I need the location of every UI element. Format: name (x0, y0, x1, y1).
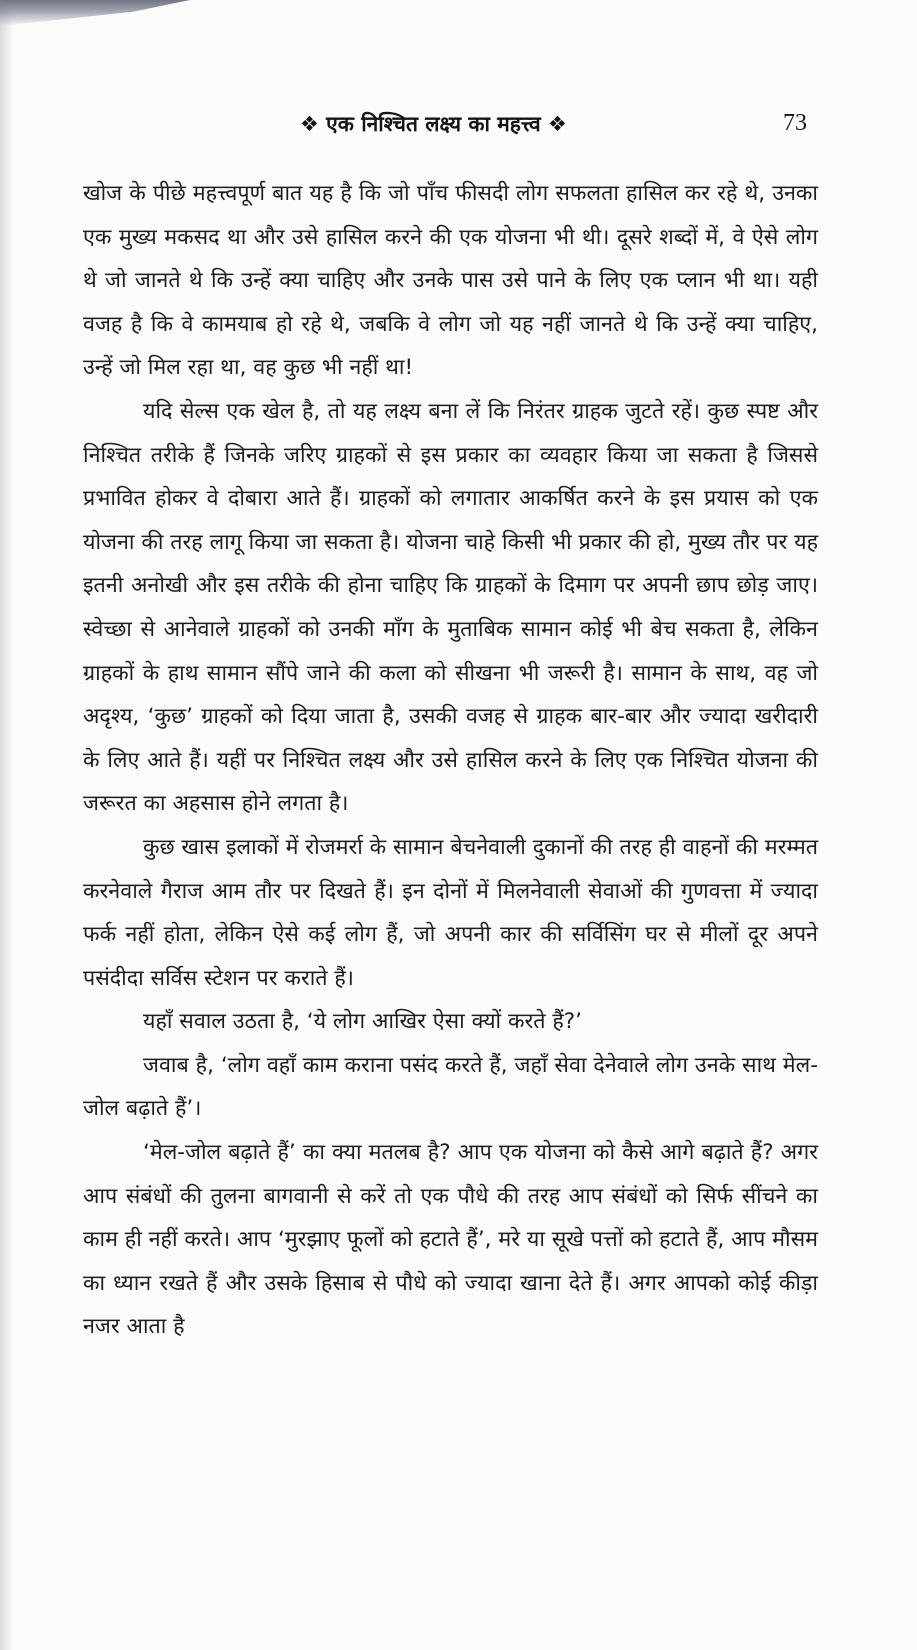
page-edge-shadow (0, 0, 190, 26)
page-number: 73 (783, 110, 807, 136)
running-header (0, 110, 917, 144)
paragraph-4: यहाँ सवाल उठता है, ‘ये लोग आखिर ऐसा क्यों करते हैं?’ (143, 1009, 583, 1035)
paragraph-5: जवाब है, ‘लोग वहाँ काम कराना पसंद करते हैं, जहाँ सेवा देनेवाले लोग उनके साथ मेल-जोल बढ़ाते हैं’। (83, 1052, 818, 1122)
paragraph-2: यदि सेल्स एक खेल है, तो यह लक्ष्य बना लें कि निरंतर ग्राहक जुटते रहें। कुछ स्पष्ट और निश्चित तरीके हैं जिनके जरिए ग्राहकों से इस प्रकार का व्यवहार किया जा सकता है जिससे प्रभावित होकर वे दोबारा आते हैं। ग्राहकों को लगातार आकर्षित करने के इस प्रयास को एक योजना की तरह लागू किया जा सकता है। योजना चाहे किसी भी प्रकार की हो, मुख्य तौर पर यह इतनी अनोखी और इस तरीके की होना चाहिए कि ग्राहकों के दिमाग पर अपनी छाप छोड़ जाए। स्वेच्छा से आनेवाले ग्राहकों को उनकी माँग के मुताबिक सामान कोई भी बेच सकता है, लेकिन ग्राहकों के हाथ सामान सौंपे जाने की कला को सीखना भी जरूरी है। सामान के साथ, वह जो अदृश्य, ‘कुछ’ ग्राहकों को दिया जाता है, उसकी वजह से ग्राहक बार-बार और ज्यादा खरीदारी के लिए आते हैं। यहीं पर निश्चित लक्ष्य और उसे हासिल करने के लिए एक निश्चित योजना की जरूरत का अहसास होने लगता है। (83, 398, 818, 817)
paragraph-6: ‘मेल-जोल बढ़ाते हैं’ का क्या मतलब है? आप एक योजना को कैसे आगे बढ़ाते हैं? अगर आप संबंधों की तुलना बागवानी से करें तो एक पौधे की तरह आप संबंधों को सिर्फ सींचने का काम ही नहीं करते। आप ‘मुरझाए फूलों को हटाते हैं’, मरे या सूखे पत्तों को हटाते हैं, आप मौसम का ध्यान रखते हैं और उसके हिसाब से पौधे को ज्यादा खाना देते हैं। अगर आपको कोई कीड़ा नजर आता है (83, 1140, 818, 1340)
chapter-running-title: ❖ एक निश्चित लक्ष्य का महत्त्व ❖ (300, 112, 567, 136)
paragraph-1: खोज के पीछे महत्त्वपूर्ण बात यह है कि जो पाँच फीसदी लोग सफलता हासिल कर रहे थे, उनका एक मुख्य मकसद था और उसे हासिल करने की एक योजना भी थी। दूसरे शब्दों में, वे ऐसे लोग थे जो जानते थे कि उन्हें क्या चाहिए और उनके पास उसे पाने के लिए एक प्लान भी था। यही वजह है कि वे कामयाब हो रहे थे, जबकि वे लोग जो यह नहीं जानते थे कि उन्हें क्या चाहिए, उन्हें जो मिल रहा था, वह कुछ भी नहीं था! (83, 181, 818, 381)
body-text (83, 172, 818, 1349)
page-gutter-shadow (0, 0, 14, 1650)
paragraph-3: कुछ खास इलाकों में रोजमर्रा के सामान बेचनेवाली दुकानों की तरह ही वाहनों की मरम्मत करनेवाले गैराज आम तौर पर दिखते हैं। इन दोनों में मिलनेवाली सेवाओं की गुणवत्ता में ज्यादा फर्क नहीं होता, लेकिन ऐसे कई लोग हैं, जो अपनी कार की सर्विसिंग घर से मीलों दूर अपने पसंदीदा सर्विस स्टेशन पर कराते हैं। (83, 834, 818, 991)
